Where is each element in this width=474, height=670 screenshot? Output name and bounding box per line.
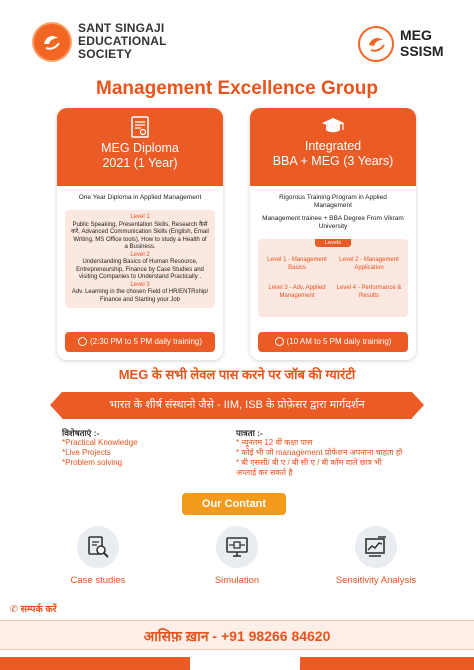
level-2-text: Understanding Basics of Human Resource, Entrepreneurship, Finance by Case Studies and visiting Companies to Understand Practically . [76,259,204,280]
ssism-logo-icon [32,22,72,62]
job-guarantee-text: MEG के सभी लेवल पास करने पर जॉब की ग्यारंटी [118,367,356,382]
circle-bg [77,526,119,568]
content-simulation[interactable] [187,526,287,586]
level-2-label: Level 2 [130,251,150,258]
eligibility-list [236,428,436,478]
feature-item: *Practical Knowledge [62,438,138,447]
contact-bar[interactable]: आसिफ़ ख़ान - +91 98266 84620 [0,620,474,650]
level-1-text: Public Speaking, Presentation Skills, Research कैसे करें, Advanced Communication Skills (English, Email Writing, MS Office tools), How to study a Health of a Business. [71,221,209,250]
phone-icon: ✆ [10,604,21,615]
clock-icon [275,337,284,346]
certificate-icon [130,116,150,138]
meg-diploma-card[interactable] [57,108,223,360]
banner-wing-left [50,392,62,418]
brand-name [400,27,444,59]
level-item: Level 4 - Performance & Results [336,285,402,299]
banner-wing-right [412,392,424,418]
eligibility-item: * कोई भी जो management प्रोफेशन अपनाना चाहता हो [236,448,403,457]
org-line-2: EDUCATIONAL [78,34,167,48]
brand-line-1: MEG [400,27,432,43]
level-item: Level 3 - Adv. Applied Management [268,285,326,299]
timing-button[interactable] [258,332,408,352]
level-item: Level 2 - Management Application [339,257,399,271]
org-line-3: SOCIETY [78,47,133,61]
levels-panel [258,239,408,317]
mentorship-banner: भारत के शीर्ष संस्थानो जैसे - IIM, ISB के प्रोफ़ेसर द्वारा मार्गदर्शन [62,392,412,419]
card-header [250,108,416,186]
integrated-bba-card[interactable] [250,108,416,360]
contact-label [10,602,57,615]
our-content-button[interactable]: Our Contant [182,493,286,515]
content-sensitivity-analysis[interactable] [326,526,426,586]
features-list [62,428,138,468]
card-title-line-2: BBA + MEG (3 Years) [272,154,394,168]
brand-line-2: SSISM [400,43,444,59]
card-header [57,108,223,186]
clock-icon [78,337,87,346]
level-1-label: Level 1 [130,214,150,220]
org-name [78,22,167,61]
document-search-icon [86,535,110,559]
feature-item: *Problem solving [62,458,123,467]
circle-bg [216,526,258,568]
card-subtitle: Rigorous Training Program in Applied Management [279,194,387,209]
footer-bar-left [0,657,190,670]
eligibility-item: * न्यूनतम 12 वीं कक्षा पास [236,438,313,447]
level-3-label: Level 3 [130,281,150,288]
org-line-1: SANT SINGAJI [78,21,165,35]
levels-box [65,210,215,308]
eligibility-item: अप्लाई कर सकते है [236,468,293,477]
header [0,0,474,78]
level-item: Level 1 - Management Basics [267,257,327,271]
eligibility-heading: पात्रता :- [236,428,263,438]
levels-tag: Levels [315,239,351,247]
content-label: Simulation [214,575,260,586]
content-label: Sensitivity Analysis [335,575,417,586]
card-title-line-1: Integrated [304,139,362,153]
card-title-line-1: MEG Diploma [101,141,179,155]
content-label: Case studies [70,575,126,586]
meg-logo-icon [358,26,394,62]
timing-text: (2:30 PM to 5 PM daily training) [89,337,203,346]
timing-text: (10 AM to 5 PM daily training) [286,337,392,346]
card-title-line-2: 2021 (1 Year) [102,156,178,170]
page-title: Management Excellence Group [96,78,378,99]
feature-item: *Live Projects [62,448,111,457]
circle-bg [355,526,397,568]
contact-label-text: सम्पर्क करें [20,604,57,615]
eligibility-item: * बी एससी/ बी ए / बी सी ए / बी कॉम वाले छात्र भी [236,458,382,467]
footer-bar-right [300,657,474,670]
timing-button[interactable] [65,332,215,352]
card-subtitle-2: Management trainee + BBA Degree From Vikram University [262,215,404,230]
features-heading: विशेषताएं :- [62,428,100,438]
simulation-screen-icon [225,535,249,559]
graduation-cap-icon [321,116,345,136]
card-subtitle: One Year Diploma in Applied Management [78,194,202,201]
analysis-chart-icon [364,535,388,559]
content-case-studies[interactable] [48,526,148,586]
level-3-text: Adv. Learning in the chosen Field of HR/ENTRship/ Finance and Starting your Job [71,289,209,303]
